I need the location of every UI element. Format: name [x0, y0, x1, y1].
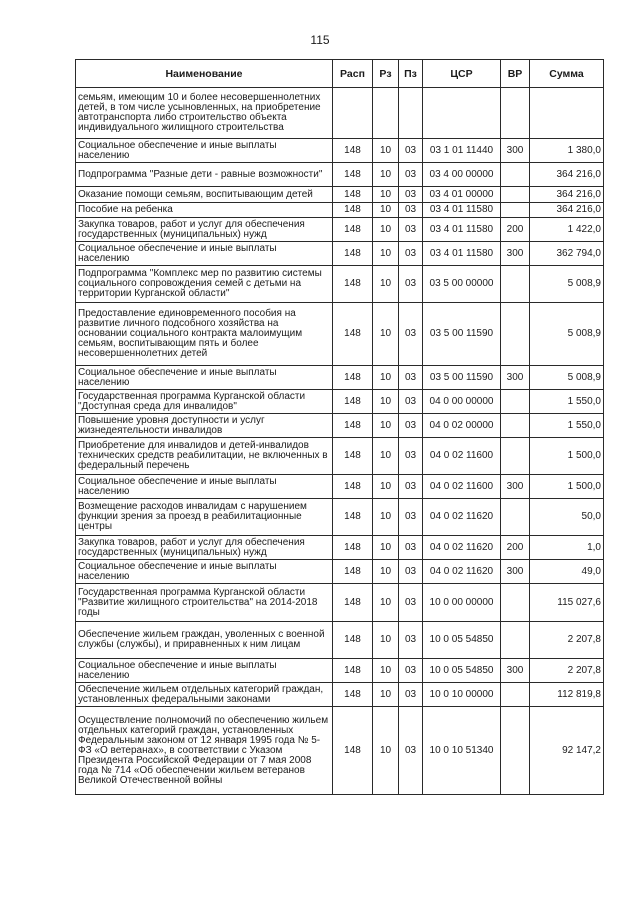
cell-vr	[501, 390, 530, 414]
cell-pz: 03	[399, 475, 423, 499]
cell-name: Повышение уровня доступности и услуг жизнедеятельности инвалидов	[76, 414, 333, 438]
cell-pz: 03	[399, 203, 423, 218]
cell-sum: 5 008,9	[530, 303, 604, 366]
cell-rasp: 148	[333, 266, 373, 303]
cell-pz: 03	[399, 139, 423, 163]
cell-sum: 364 216,0	[530, 187, 604, 203]
cell-vr: 300	[501, 366, 530, 390]
cell-sum: 49,0	[530, 560, 604, 584]
table-row	[76, 475, 604, 499]
cell-vr	[501, 303, 530, 366]
cell-rz: 10	[373, 499, 399, 536]
header-sum: Сумма	[530, 60, 604, 88]
cell-sum: 112 819,8	[530, 683, 604, 707]
cell-csr: 03 1 01 11440	[423, 139, 501, 163]
cell-csr	[423, 88, 501, 139]
cell-rz: 10	[373, 303, 399, 366]
cell-vr	[501, 438, 530, 475]
cell-sum: 362 794,0	[530, 242, 604, 266]
cell-rasp: 148	[333, 187, 373, 203]
cell-name: Подпрограмма "Разные дети - равные возможности"	[76, 163, 333, 187]
cell-vr: 300	[501, 139, 530, 163]
cell-csr: 10 0 10 51340	[423, 707, 501, 795]
header-row	[76, 60, 604, 88]
cell-name: Государственная программа Курганской области "Развитие жилищного строительства" на 2014-2018 годы	[76, 584, 333, 622]
table-row	[76, 242, 604, 266]
table-row	[76, 88, 604, 139]
cell-rasp: 148	[333, 584, 373, 622]
cell-rasp: 148	[333, 366, 373, 390]
cell-rasp: 148	[333, 536, 373, 560]
cell-rz: 10	[373, 266, 399, 303]
cell-vr	[501, 266, 530, 303]
header-pz: Пз	[399, 60, 423, 88]
cell-vr: 300	[501, 475, 530, 499]
cell-pz	[399, 88, 423, 139]
cell-vr	[501, 88, 530, 139]
cell-sum: 5 008,9	[530, 266, 604, 303]
cell-csr: 04 0 00 00000	[423, 390, 501, 414]
cell-csr: 10 0 10 00000	[423, 683, 501, 707]
cell-rasp: 148	[333, 475, 373, 499]
page-number: 115	[310, 33, 330, 47]
cell-sum: 92 147,2	[530, 707, 604, 795]
cell-rasp: 148	[333, 414, 373, 438]
cell-csr: 10 0 00 00000	[423, 584, 501, 622]
cell-name: семьям, имеющим 10 и более несовершеннолетних детей, в том числе усыновленных, на приобретение автотранспорта либо строительство объекта индивидуального жилищного строительства	[76, 88, 333, 139]
cell-vr: 300	[501, 659, 530, 683]
cell-sum: 364 216,0	[530, 163, 604, 187]
header-name: Наименование	[76, 60, 333, 88]
cell-pz: 03	[399, 707, 423, 795]
cell-csr: 03 4 01 00000	[423, 187, 501, 203]
cell-csr: 04 0 02 00000	[423, 414, 501, 438]
cell-name: Подпрограмма "Комплекс мер по развитию системы социального сопровождения семей с детьми на территории Курганской области"	[76, 266, 333, 303]
cell-sum: 115 027,6	[530, 584, 604, 622]
cell-rz: 10	[373, 139, 399, 163]
table-row	[76, 187, 604, 203]
cell-sum: 1 422,0	[530, 218, 604, 242]
cell-pz: 03	[399, 242, 423, 266]
table-row	[76, 366, 604, 390]
cell-rz: 10	[373, 659, 399, 683]
table-row	[76, 560, 604, 584]
cell-rasp: 148	[333, 560, 373, 584]
budget-table	[75, 59, 604, 795]
cell-csr: 04 0 02 11620	[423, 499, 501, 536]
cell-rasp: 148	[333, 218, 373, 242]
cell-pz: 03	[399, 414, 423, 438]
cell-rz: 10	[373, 163, 399, 187]
cell-name: Социальное обеспечение и иные выплаты населению	[76, 139, 333, 163]
header-rasp: Расп	[333, 60, 373, 88]
cell-pz: 03	[399, 163, 423, 187]
cell-sum: 1 550,0	[530, 390, 604, 414]
table-row	[76, 584, 604, 622]
header-vr: ВР	[501, 60, 530, 88]
cell-pz: 03	[399, 438, 423, 475]
cell-name: Обеспечение жильем граждан, уволенных с военной службы (службы), и приравненных к ним лицам	[76, 622, 333, 659]
cell-csr: 03 4 01 11580	[423, 218, 501, 242]
cell-rasp: 148	[333, 242, 373, 266]
cell-pz: 03	[399, 622, 423, 659]
cell-rz: 10	[373, 438, 399, 475]
cell-sum: 1,0	[530, 536, 604, 560]
cell-csr: 04 0 02 11600	[423, 438, 501, 475]
cell-rasp: 148	[333, 203, 373, 218]
cell-rz: 10	[373, 187, 399, 203]
cell-vr	[501, 622, 530, 659]
cell-csr: 10 0 05 54850	[423, 659, 501, 683]
cell-name: Возмещение расходов инвалидам с нарушением функции зрения за проезд в реабилитационные центры	[76, 499, 333, 536]
cell-rz: 10	[373, 203, 399, 218]
cell-rasp: 148	[333, 499, 373, 536]
cell-vr	[501, 584, 530, 622]
cell-pz: 03	[399, 560, 423, 584]
cell-rz: 10	[373, 536, 399, 560]
cell-vr	[501, 203, 530, 218]
cell-pz: 03	[399, 218, 423, 242]
cell-rz: 10	[373, 366, 399, 390]
table-row	[76, 499, 604, 536]
cell-sum: 1 500,0	[530, 475, 604, 499]
table-row	[76, 203, 604, 218]
cell-vr	[501, 707, 530, 795]
cell-rz: 10	[373, 242, 399, 266]
cell-csr: 03 4 00 00000	[423, 163, 501, 187]
table-row	[76, 414, 604, 438]
cell-sum: 5 008,9	[530, 366, 604, 390]
cell-rasp: 148	[333, 390, 373, 414]
cell-csr: 03 5 00 00000	[423, 266, 501, 303]
cell-sum: 2 207,8	[530, 622, 604, 659]
header-csr: ЦСР	[423, 60, 501, 88]
cell-rasp: 148	[333, 659, 373, 683]
table-row	[76, 438, 604, 475]
table-row	[76, 536, 604, 560]
cell-rz	[373, 88, 399, 139]
cell-rasp: 148	[333, 707, 373, 795]
cell-sum: 1 380,0	[530, 139, 604, 163]
cell-rasp: 148	[333, 139, 373, 163]
cell-rasp: 148	[333, 622, 373, 659]
cell-csr: 04 0 02 11600	[423, 475, 501, 499]
cell-name: Пособие на ребенка	[76, 203, 333, 218]
cell-vr	[501, 187, 530, 203]
cell-rasp	[333, 88, 373, 139]
table-row	[76, 163, 604, 187]
cell-name: Социальное обеспечение и иные выплаты населению	[76, 560, 333, 584]
cell-name: Социальное обеспечение и иные выплаты населению	[76, 659, 333, 683]
cell-name: Государственная программа Курганской области "Доступная среда для инвалидов"	[76, 390, 333, 414]
cell-csr: 04 0 02 11620	[423, 536, 501, 560]
table-row	[76, 390, 604, 414]
cell-sum: 364 216,0	[530, 203, 604, 218]
cell-csr: 03 5 00 11590	[423, 303, 501, 366]
cell-name: Социальное обеспечение и иные выплаты населению	[76, 366, 333, 390]
cell-pz: 03	[399, 390, 423, 414]
cell-csr: 04 0 02 11620	[423, 560, 501, 584]
table-row	[76, 266, 604, 303]
cell-pz: 03	[399, 366, 423, 390]
cell-vr: 300	[501, 560, 530, 584]
cell-name: Социальное обеспечение и иные выплаты населению	[76, 475, 333, 499]
cell-sum: 1 500,0	[530, 438, 604, 475]
cell-sum: 2 207,8	[530, 659, 604, 683]
cell-pz: 03	[399, 536, 423, 560]
cell-rz: 10	[373, 622, 399, 659]
cell-rz: 10	[373, 560, 399, 584]
cell-name: Оказание помощи семьям, воспитывающим детей	[76, 187, 333, 203]
cell-csr: 03 4 01 11580	[423, 203, 501, 218]
header-rz: Рз	[373, 60, 399, 88]
cell-pz: 03	[399, 659, 423, 683]
cell-vr: 200	[501, 218, 530, 242]
cell-name: Закупка товаров, работ и услуг для обеспечения государственных (муниципальных) нужд	[76, 218, 333, 242]
table-row	[76, 218, 604, 242]
cell-name: Приобретение для инвалидов и детей-инвалидов технических средств реабилитации, не включенных в федеральный перечень	[76, 438, 333, 475]
cell-sum	[530, 88, 604, 139]
table-row	[76, 659, 604, 683]
cell-sum: 50,0	[530, 499, 604, 536]
cell-rasp: 148	[333, 683, 373, 707]
cell-vr	[501, 499, 530, 536]
cell-csr: 10 0 05 54850	[423, 622, 501, 659]
cell-pz: 03	[399, 187, 423, 203]
cell-name: Закупка товаров, работ и услуг для обеспечения государственных (муниципальных) нужд	[76, 536, 333, 560]
cell-vr	[501, 683, 530, 707]
cell-rz: 10	[373, 414, 399, 438]
table-row	[76, 139, 604, 163]
cell-rasp: 148	[333, 438, 373, 475]
cell-pz: 03	[399, 266, 423, 303]
cell-name: Обеспечение жильем отдельных категорий граждан, установленных федеральными законами	[76, 683, 333, 707]
cell-name: Социальное обеспечение и иные выплаты населению	[76, 242, 333, 266]
table-row	[76, 683, 604, 707]
cell-rasp: 148	[333, 163, 373, 187]
cell-rz: 10	[373, 707, 399, 795]
table-row	[76, 622, 604, 659]
cell-name: Предоставление единовременного пособия на развитие личного подсобного хозяйства на основании социального контракта малоимущим семьям, воспитывающим пять и более несовершеннолетних детей	[76, 303, 333, 366]
table-row	[76, 303, 604, 366]
cell-vr: 200	[501, 536, 530, 560]
cell-vr	[501, 163, 530, 187]
table-row	[76, 707, 604, 795]
cell-rz: 10	[373, 218, 399, 242]
cell-pz: 03	[399, 303, 423, 366]
cell-rz: 10	[373, 683, 399, 707]
cell-pz: 03	[399, 683, 423, 707]
cell-csr: 03 4 01 11580	[423, 242, 501, 266]
cell-name: Осуществление полномочий по обеспечению жильем отдельных категорий граждан, установленных Федеральным законом от 12 января 1995 года № 5-ФЗ «О ветеранах», в соответствии с Указом Президента Российской Федерации от 7 мая 2008 года № 714 «Об обеспечении жильем ветеранов Великой Отечественной войны	[76, 707, 333, 795]
table-body	[76, 88, 604, 795]
cell-pz: 03	[399, 584, 423, 622]
cell-sum: 1 550,0	[530, 414, 604, 438]
cell-rz: 10	[373, 584, 399, 622]
cell-rasp: 148	[333, 303, 373, 366]
cell-vr: 300	[501, 242, 530, 266]
cell-rz: 10	[373, 475, 399, 499]
cell-pz: 03	[399, 499, 423, 536]
cell-rz: 10	[373, 390, 399, 414]
cell-vr	[501, 414, 530, 438]
cell-csr: 03 5 00 11590	[423, 366, 501, 390]
